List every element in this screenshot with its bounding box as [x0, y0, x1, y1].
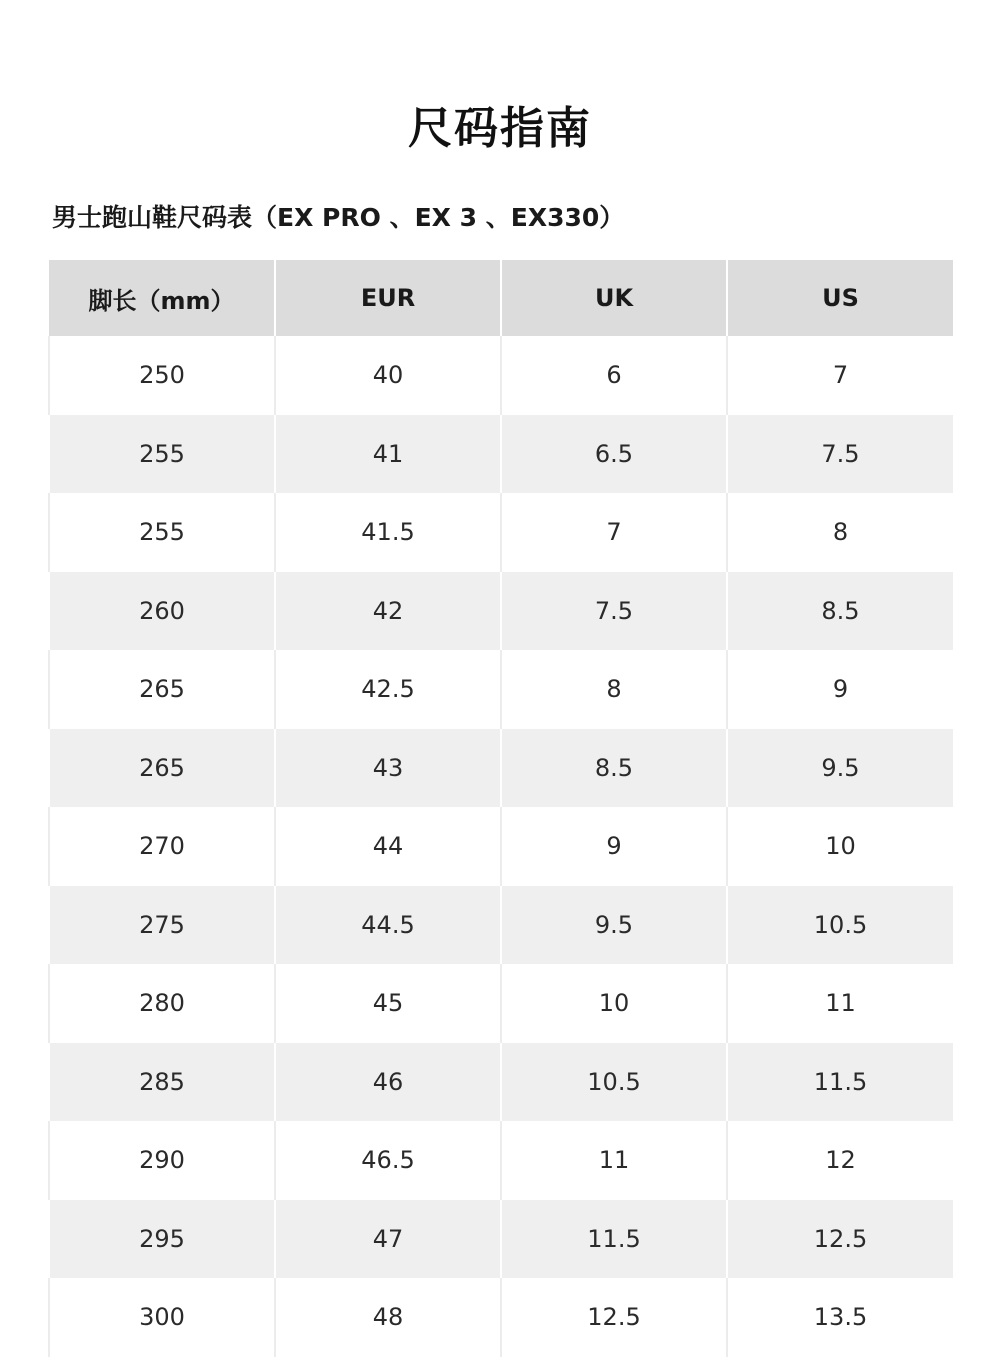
cell-us: 9 [727, 650, 953, 729]
cell-uk: 6 [501, 336, 727, 415]
cell-us: 7 [727, 336, 953, 415]
cell-uk: 7 [501, 493, 727, 572]
cell-foot-length: 255 [49, 493, 275, 572]
page-title: 尺码指南 [408, 103, 592, 155]
cell-uk: 8 [501, 650, 727, 729]
table-row [49, 336, 953, 415]
table-row [49, 415, 953, 494]
size-chart-table [48, 260, 953, 1357]
cell-uk: 12.5 [501, 1278, 727, 1357]
cell-us: 10 [727, 807, 953, 886]
cell-uk: 9 [501, 807, 727, 886]
table-row [49, 729, 953, 808]
cell-us: 8.5 [727, 572, 953, 651]
table-row [49, 1043, 953, 1122]
cell-eur: 40 [275, 336, 501, 415]
header-eur: EUR [275, 260, 501, 336]
cell-foot-length: 250 [49, 336, 275, 415]
cell-uk: 8.5 [501, 729, 727, 808]
table-row [49, 1278, 953, 1357]
header-us: US [727, 260, 953, 336]
header-foot-length: 脚长（mm） [49, 260, 275, 336]
cell-foot-length: 295 [49, 1200, 275, 1279]
cell-eur: 48 [275, 1278, 501, 1357]
header-uk: UK [501, 260, 727, 336]
cell-us: 7.5 [727, 415, 953, 494]
cell-us: 12.5 [727, 1200, 953, 1279]
cell-us: 8 [727, 493, 953, 572]
cell-eur: 44 [275, 807, 501, 886]
cell-foot-length: 275 [49, 886, 275, 965]
cell-foot-length: 260 [49, 572, 275, 651]
cell-uk: 10.5 [501, 1043, 727, 1122]
cell-uk: 7.5 [501, 572, 727, 651]
cell-uk: 10 [501, 964, 727, 1043]
table-header-row [49, 260, 953, 336]
cell-eur: 41 [275, 415, 501, 494]
cell-eur: 42.5 [275, 650, 501, 729]
cell-foot-length: 280 [49, 964, 275, 1043]
table-caption: 男士跑山鞋尺码表（EX PRO 、EX 3 、EX330） [52, 203, 625, 232]
cell-eur: 47 [275, 1200, 501, 1279]
cell-us: 12 [727, 1121, 953, 1200]
cell-eur: 44.5 [275, 886, 501, 965]
table-row [49, 886, 953, 965]
table-row [49, 493, 953, 572]
cell-foot-length: 285 [49, 1043, 275, 1122]
cell-foot-length: 265 [49, 729, 275, 808]
table-row [49, 1200, 953, 1279]
cell-eur: 46.5 [275, 1121, 501, 1200]
table-row [49, 572, 953, 651]
cell-foot-length: 265 [49, 650, 275, 729]
cell-us: 13.5 [727, 1278, 953, 1357]
cell-uk: 11 [501, 1121, 727, 1200]
table-row [49, 650, 953, 729]
cell-eur: 42 [275, 572, 501, 651]
cell-foot-length: 255 [49, 415, 275, 494]
cell-eur: 41.5 [275, 493, 501, 572]
cell-us: 11.5 [727, 1043, 953, 1122]
cell-us: 10.5 [727, 886, 953, 965]
cell-uk: 9.5 [501, 886, 727, 965]
table-row [49, 964, 953, 1043]
cell-foot-length: 290 [49, 1121, 275, 1200]
cell-uk: 6.5 [501, 415, 727, 494]
cell-eur: 43 [275, 729, 501, 808]
cell-eur: 45 [275, 964, 501, 1043]
table-row [49, 1121, 953, 1200]
cell-eur: 46 [275, 1043, 501, 1122]
cell-foot-length: 270 [49, 807, 275, 886]
cell-us: 9.5 [727, 729, 953, 808]
cell-foot-length: 300 [49, 1278, 275, 1357]
table-row [49, 807, 953, 886]
cell-uk: 11.5 [501, 1200, 727, 1279]
cell-us: 11 [727, 964, 953, 1043]
